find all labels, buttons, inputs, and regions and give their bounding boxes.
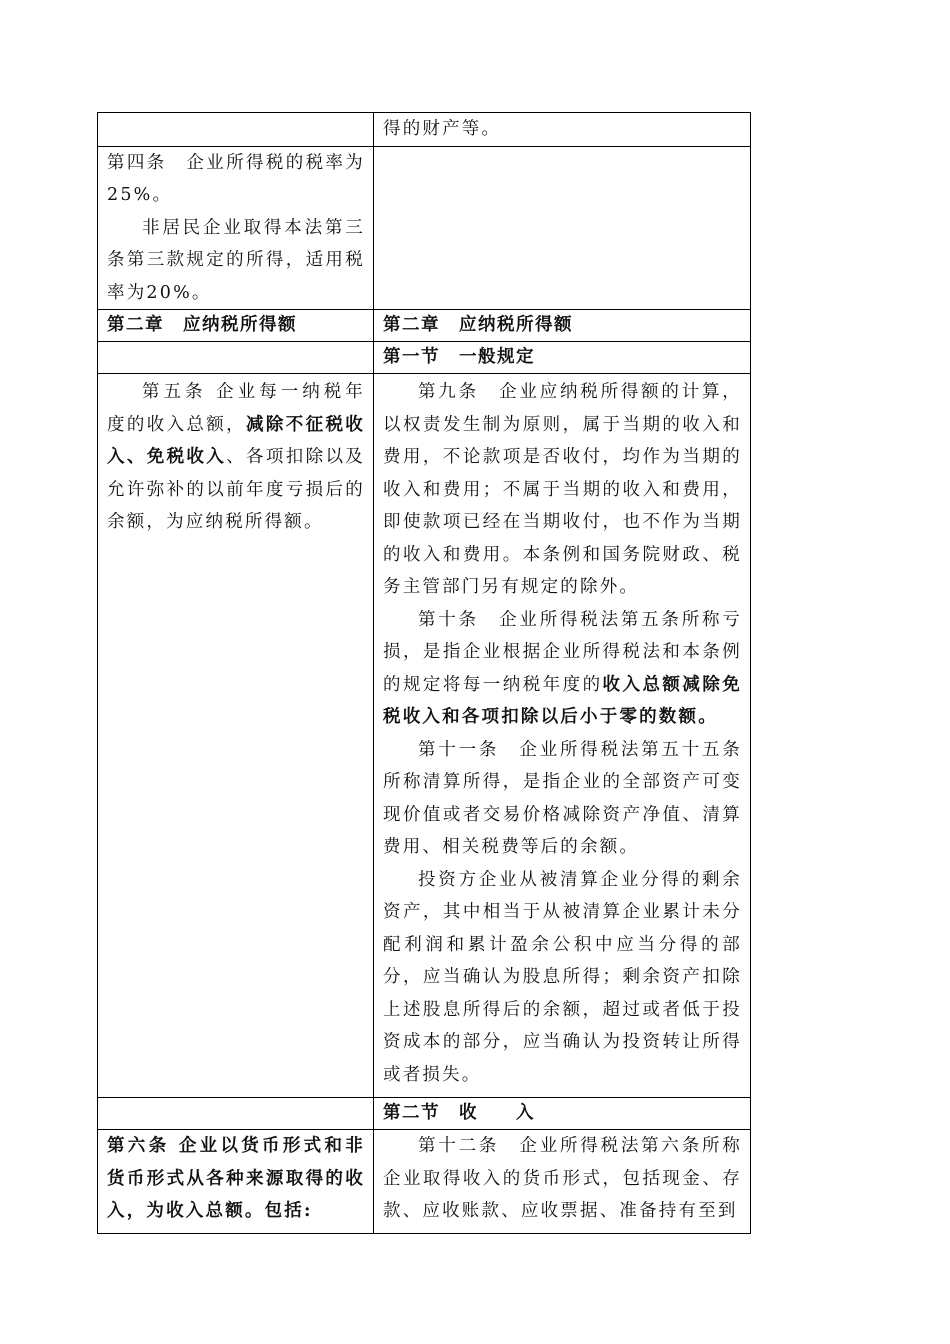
- left-cell: [98, 342, 374, 374]
- article-5-text: 第五条 企业每一纳税年度的收入总额，: [107, 382, 365, 435]
- article-10-text: 第十条 企业所得税法第五条所称亏损，是指企业根据企业所得税法和本条例的规定将每一纳税年度的: [383, 609, 742, 695]
- article-4: 第四条 企业所得税的税率为25%。: [107, 152, 365, 205]
- article-10-bold: 收入总额减除免税收入和各项扣除以后小于零的数额。: [383, 674, 742, 727]
- left-cell: [98, 374, 374, 1098]
- table-row: [98, 1098, 751, 1130]
- continued-text: 得的财产等。: [383, 119, 502, 139]
- law-comparison-page: [97, 112, 750, 1234]
- left-cell: [98, 146, 374, 310]
- article-6: 第六条 企业以货币形式和非货币形式从各种来源取得的收入，为收入总额。包括:: [107, 1136, 365, 1221]
- law-comparison-table: [97, 112, 751, 1234]
- article-9: 第九条 企业应纳税所得额的计算，以权责发生制为原则，属于当期的收入和费用，不论款项是否收付，均作为当期的收入和费用；不属于当期的收入和费用，即使款项已经在当期收付，也不作为当期的收入和费用。本条例和国务院财政、税务主管部门另有规定的除外。: [383, 382, 742, 597]
- table-row: [98, 374, 751, 1098]
- article-12: 第十二条 企业所得税法第六条所称企业取得收入的货币形式，包括现金、存款、应收账款、应收票据、准备持有至到: [383, 1136, 742, 1221]
- left-cell: [98, 113, 374, 147]
- right-cell: [374, 1130, 751, 1234]
- chapter-heading-right: 第二章 应纳税所得额: [383, 315, 573, 335]
- right-cell: [374, 374, 751, 1098]
- article-5: [107, 376, 365, 539]
- table-row: [98, 1130, 751, 1234]
- article-11-para-2: 投资方企业从被清算企业分得的剩余资产，其中相当于从被清算企业累计未分配利润和累计盈余公积中应当分得的部分，应当确认为股息所得；剩余资产扣除上述股息所得后的余额，超过或者低于投资成本的部分，应当确认为投资转让所得或者损失。: [383, 869, 742, 1085]
- article-5-bold: 减除不征税收入、免税收入: [107, 414, 366, 467]
- left-cell: [98, 1130, 374, 1234]
- right-cell: [374, 342, 751, 374]
- left-cell: [98, 1098, 374, 1130]
- table-row: [98, 113, 751, 147]
- left-cell: [98, 310, 374, 342]
- article-11: 第十一条 企业所得税法第五十五条所称清算所得，是指企业的全部资产可变现价值或者交易价格减除资产净值、清算费用、相关税费等后的余额。: [383, 739, 742, 857]
- article-4-para-2: 非居民企业取得本法第三条第三款规定的所得，适用税率为20%。: [107, 217, 365, 303]
- right-cell: [374, 113, 751, 147]
- right-cell: [374, 146, 751, 310]
- section-heading: 第二节 收 入: [383, 1103, 535, 1123]
- section-heading: 第一节 一般规定: [383, 347, 535, 367]
- right-cell: [374, 310, 751, 342]
- article-10: [383, 604, 742, 734]
- table-row: [98, 310, 751, 342]
- table-row: [98, 146, 751, 310]
- right-cell: [374, 1098, 751, 1130]
- article-5-text-end: 、各项扣除以及允许弥补的以前年度亏损后的余额，为应纳税所得额。: [107, 447, 366, 532]
- chapter-heading-left: 第二章 应纳税所得额: [107, 315, 297, 335]
- table-row: [98, 342, 751, 374]
